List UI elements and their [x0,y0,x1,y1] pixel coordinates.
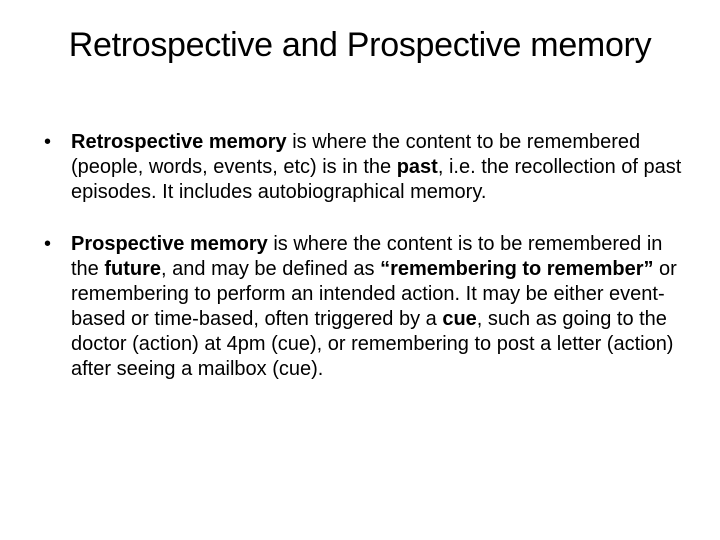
slide-title: Retrospective and Prospective memory [68,26,652,64]
keyword-cue: cue [442,308,477,330]
bullet-text-segment: , such as going to the doctor (action) at 4pm (cue), or remembering to post a letter (action) after seeing a mailbox (cue). [71,308,674,380]
bullet-text-segment: is where the content is to be remembered in the [71,233,663,280]
bullet-text-segment: , and may be defined as [161,258,381,280]
bullet-marker: • [44,131,52,153]
keyword-past: past [396,156,438,178]
bullet-text-segment: is where the content to be remembered (people, words, events, etc) is in the [71,131,641,178]
bullet-marker: • [44,233,52,255]
bullet-item-prospective [44,232,694,382]
bullet-text [71,232,694,382]
bullet-item-retrospective [44,130,694,205]
bullet-text [71,130,694,205]
keyword-future: future [104,258,162,280]
bullet-list [44,130,694,409]
term-prospective-memory: Prospective memory [71,233,268,255]
term-retrospective-memory: Retrospective memory [71,131,287,153]
keyword-remembering-to-remember: “remembering to remember” [380,258,654,280]
bullet-text-segment: , i.e. the recollection of past episodes. It includes autobiographical memory. [71,156,682,203]
bullet-text-segment: or remembering to perform an intended action. It may be either event-based or time-based, often triggered by a [71,258,677,330]
